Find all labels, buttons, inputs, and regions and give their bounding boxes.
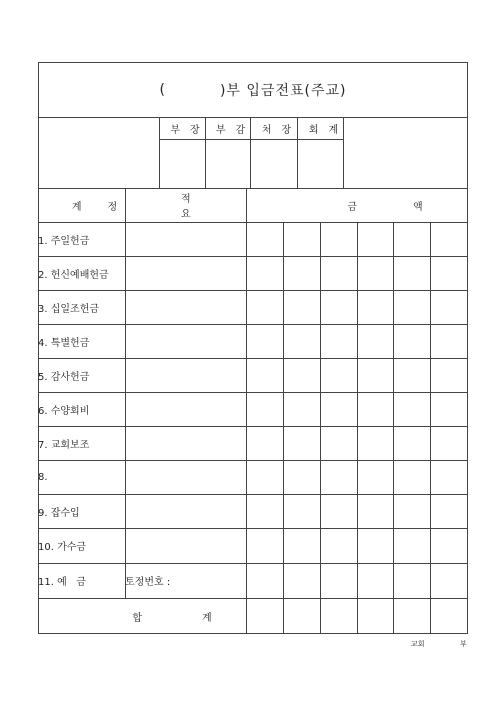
- table-row-account: 2. 헌신예배헌금: [38, 269, 109, 281]
- header-amount: 금액: [347, 201, 479, 213]
- approval-label-deputy: 부감: [215, 124, 256, 136]
- table-row-account: 11. 예 금: [38, 577, 86, 588]
- table-row-account: 7. 교회보조: [38, 439, 90, 451]
- amount-digit-divider: [357, 222, 358, 634]
- approval-label-director: 처장: [261, 124, 302, 136]
- approval-label-manager: 부장: [170, 124, 210, 136]
- table-row-account: 10. 가수금: [38, 542, 87, 553]
- footer-dept-label: 부: [460, 640, 467, 648]
- footer-church-label: 교회: [411, 640, 425, 648]
- table-row-account: 5. 감사헌금: [38, 371, 90, 383]
- total-label: 합계: [132, 612, 272, 624]
- approval-label-accountant: 회계: [308, 124, 349, 136]
- approval-label-divider: [159, 139, 344, 140]
- header-account: 계정: [71, 201, 144, 213]
- voucher-title: [38, 62, 468, 117]
- amount-digit-divider: [430, 222, 431, 634]
- amount-digit-divider: [283, 222, 284, 634]
- table-row-account: 1. 주일헌금: [38, 235, 90, 247]
- account-col-divider: [125, 188, 126, 598]
- table-row-account: 4. 특별헌금: [38, 337, 90, 349]
- table-row-account: 8.: [38, 471, 48, 483]
- memo-col-divider: [246, 188, 247, 634]
- table-row-memo: 토정번호 :: [125, 577, 171, 588]
- title-open-paren: (: [159, 81, 166, 98]
- table-row-account: 9. 잡수입: [38, 507, 80, 519]
- title-text: )부 입금전표(주교): [219, 82, 347, 99]
- amount-digit-divider: [320, 222, 321, 634]
- header-memo: 적요: [181, 194, 247, 220]
- table-row-account: 6. 수양회비: [38, 405, 90, 417]
- amount-digit-divider: [393, 222, 394, 634]
- table-row-account: 3. 십일조헌금: [38, 303, 100, 315]
